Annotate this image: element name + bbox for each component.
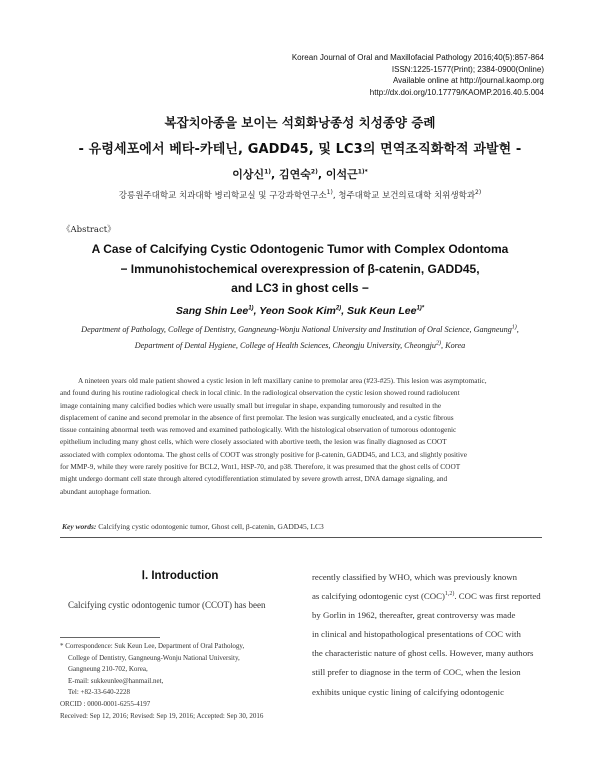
korean-author-3: 이석근 [325, 168, 358, 181]
korean-author-1: 이상신 [232, 168, 265, 181]
abstract-line: image containing many calcified bodies which were usually small but irregular in shape, expanding tumorously and resulted in the [60, 400, 442, 410]
english-title [0, 240, 600, 299]
abstract-line: for MMP-9, while they were rarely positive for BCL2, Wnt1, HSP-70, and p38. Therefore, it was presumed that the ghost cells of COOT [60, 462, 461, 472]
correspondence-line: * Correspondence: Suk Keun Lee, Department of Oral Pathology, [60, 642, 245, 650]
correspondence-line: College of Dentistry, Gangneung-Wonju National University, [68, 653, 240, 662]
english-author-2: Yeon Sook Kim [259, 305, 336, 317]
right-column-line: exhibits unique cystic lining of calcifying odontogenic [312, 686, 505, 697]
abstract-body [60, 375, 544, 498]
english-affiliation-2: Department of Dental Hygiene, College of Health Sciences, Cheongju University, Cheongju [134, 340, 437, 350]
right-column-line: the characteristic nature of ghost cells. However, many authors [312, 648, 534, 659]
korean-title: 복잡치아종을 보이는 석회화낭종성 치성종양 증례 [164, 115, 436, 130]
abstract-label: 《Abstract》 [62, 225, 116, 235]
korean-author-3-mark: 1)* [357, 168, 368, 176]
orcid: ORCID : 0000-0001-6255-4197 [60, 699, 151, 708]
keywords-label: Key words: [62, 522, 97, 531]
korean-affiliations [0, 189, 600, 201]
right-column-line: still prefer to diagnose in the term of COC, when the lesion [312, 667, 521, 678]
received-dates: Received: Sep 12, 2016; Revised: Sep 19, 2016; Accepted: Sep 30, 2016 [60, 711, 264, 720]
english-affiliation-line-2 [0, 338, 600, 354]
korean-author-separator: , [317, 168, 326, 181]
correspondence-line: Gangneung 210-702, Korea, [68, 665, 148, 674]
korean-subtitle: - 유령세포에서 베타-카테닌, GADD45, 및 LC3의 면역조직화학적 과발현 - [78, 142, 522, 157]
korean-affiliation-2: 청주대학교 보건의료대학 치위생학과 [338, 191, 476, 201]
footnote-divider [60, 637, 160, 638]
abstract-line: displacement of canine and second premolar in the absence of first premolar. The lesion was surgically enucleated, and a cystic fibrous [60, 412, 454, 422]
right-column-line-cited [312, 587, 544, 606]
english-author-separator: , [253, 305, 260, 317]
korean-affiliation-separator: , [332, 191, 339, 201]
keywords-divider [60, 537, 542, 538]
abstract-line: tissue containing abnormal teeth was removed and examined pathologically. With the histological observation of tumorous odontogenic [60, 425, 457, 435]
abstract-line: A nineteen years old male patient showed a cystic lesion in left maxillary canine to premolar area (#23-#25). This lesion was asymptomatic, [78, 376, 487, 385]
english-title-line-3: and LC3 in ghost cells − [231, 281, 369, 295]
right-column-line-text: . COC was first reported [454, 591, 541, 602]
right-column-line: recently classified by WHO, which was previously known [312, 572, 518, 582]
right-column-line: by Gorlin in 1962, thereafter, great controversy was made [312, 610, 516, 621]
korean-author-1-mark: 1) [264, 168, 271, 176]
english-affiliation-1: Department of Pathology, College of Dentistry, Gangneung-Wonju National University and Institution of Oral Science, Gangneung [81, 325, 512, 334]
keywords [62, 522, 542, 531]
english-author-1-mark: 1) [248, 305, 254, 312]
english-affiliation-1-mark: 1) [511, 324, 517, 331]
section-heading-introduction: Ⅰ. Introduction [141, 570, 219, 582]
english-title-line-1: A Case of Calcifying Cystic Odontogenic Tumor with Complex Odontoma [91, 242, 509, 256]
english-affiliation-2-mark: 2) [436, 339, 442, 346]
right-column-text [312, 568, 544, 702]
citation-mark: 1,2) [444, 591, 455, 598]
korean-authors [0, 166, 600, 182]
introduction-paragraph: Calcifying cystic odontogenic tumor (CCOT) has been [68, 600, 266, 610]
english-affiliation-1-end: , [516, 325, 519, 334]
english-title-line-2: − Immunohistochemical overexpression of β-catenin, GADD45, [120, 261, 480, 276]
keywords-text: Calcifying cystic odontogenic tumor, Ghost cell, β-catenin, GADD45, LC3 [98, 522, 324, 531]
correspondence-email[interactable]: E-mail: sukkeunlee@hanmail.net, [68, 676, 164, 685]
abstract-line: might undergo dormant cell state through altered cytodifferentiation stimulated by severe growth arrest, DNA damage signaling, and [60, 474, 448, 484]
journal-header [292, 52, 544, 98]
journal-citation: Korean Journal of Oral and Maxillofacial Pathology 2016;40(5):857-864 [291, 53, 544, 62]
korean-author-separator: , [271, 168, 280, 181]
english-author-separator: , [341, 305, 348, 317]
right-column-line-text: as calcifying odontogenic cyst (COC) [312, 591, 445, 602]
correspondence-footnote [60, 641, 310, 722]
abstract-line: epithelium including many ghost cells, which were closely associated with abortive teeth, the lesion was finally diagnosed as COOT [60, 437, 447, 447]
journal-doi[interactable]: http://dx.doi.org/10.17779/KAOMP.2016.40.5.004 [369, 87, 544, 97]
journal-issn: ISSN:1225-1577(Print); 2384-0900(Online) [391, 64, 544, 74]
english-affiliation-line-1 [0, 322, 600, 338]
korean-affiliation-1-mark: 1) [326, 189, 333, 197]
abstract-line: abundant autophage formation. [60, 486, 151, 496]
abstract-line: associated with complex odontoma. The ghost cells of COOT was strongly positive for β-catenin, GADD45, and LC3, and slightly positive [60, 449, 467, 459]
korean-author-2-mark: 2) [310, 168, 318, 176]
english-affiliation-2-end: , Korea [441, 340, 466, 350]
english-affiliations [0, 322, 600, 353]
correspondence-phone: Tel: +82-33-640-2228 [68, 688, 130, 697]
journal-url[interactable]: Available online at http://journal.kaomp.org [392, 76, 544, 85]
english-author-3-mark: 1)* [416, 305, 425, 312]
korean-author-2: 김연숙 [279, 168, 311, 181]
korean-affiliation-1: 강릉원주대학교 치과대학 병리학교실 및 구강과학연구소 [118, 191, 327, 201]
abstract-line: and found during his routine radiological check in local clinic. In the radiological observation the cystic lesion showed round radiolucent [60, 388, 460, 398]
english-authors [0, 305, 600, 317]
english-author-3: Suk Keun Lee [347, 305, 417, 317]
english-author-2-mark: 2) [335, 305, 342, 312]
right-column-line: in clinical and histopathological presentations of COC with [312, 629, 521, 640]
korean-affiliation-2-mark: 2) [475, 189, 482, 197]
english-author-1: Sang Shin Lee [175, 305, 249, 317]
